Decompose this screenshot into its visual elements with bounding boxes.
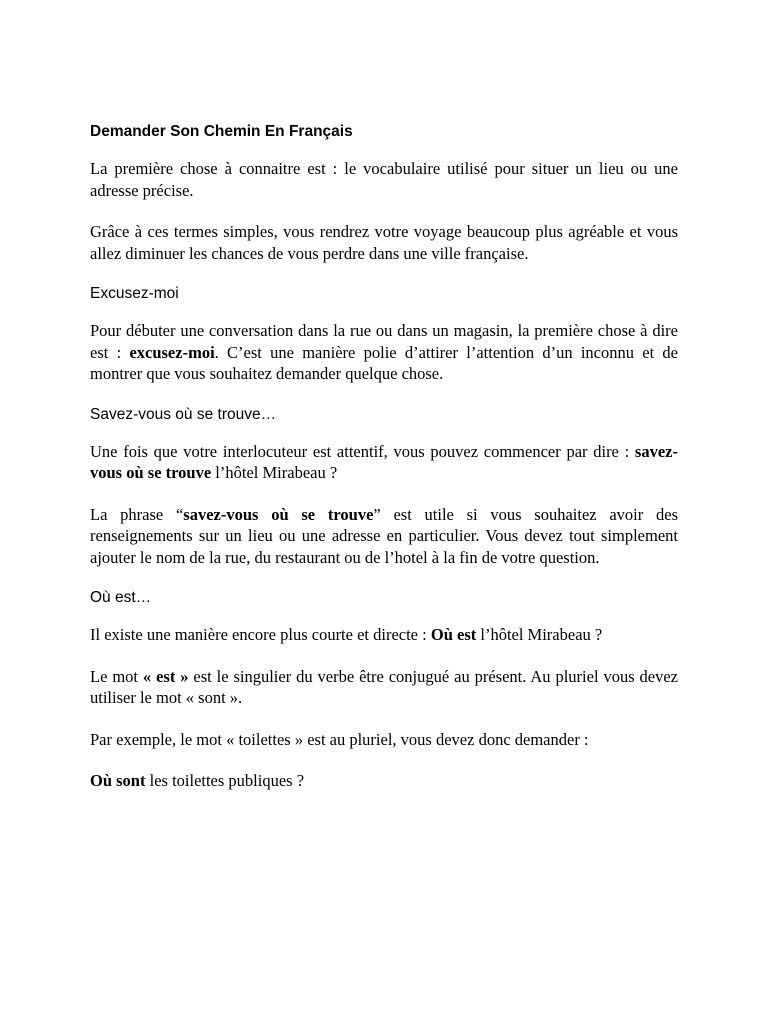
text-run: La phrase “ — [90, 504, 184, 524]
paragraph-benefits: Grâce à ces termes simples, vous rendrez votre voyage beaucoup plus agréable et vous allez diminuer les chances de vous perdre dans une ville française. — [90, 222, 678, 263]
bold-phrase: savez-vous où se trouve — [90, 441, 678, 482]
paragraph-ou-est — [90, 624, 678, 646]
paragraph-savez-vous-usage — [90, 504, 678, 569]
paragraph-excusez-moi — [90, 320, 678, 385]
bold-phrase: savez-vous où se trouve — [183, 504, 374, 524]
text-run: Le mot — [90, 666, 143, 686]
bold-phrase: Où sont — [90, 771, 146, 790]
text-run: Une fois que votre interlocuteur est attentif, vous pouvez commencer par dire : — [90, 441, 635, 461]
paragraph-singulier-pluriel — [90, 666, 678, 709]
text-run: l’hôtel Mirabeau ? — [476, 625, 603, 644]
bold-phrase: Où est — [430, 625, 477, 644]
text-run: l’hôtel Mirabeau ? — [211, 463, 338, 482]
paragraph-intro: La première chose à connaitre est : le vocabulaire utilisé pour situer un lieu ou une adresse précise. — [90, 159, 678, 200]
paragraph-question-toilettes — [90, 770, 678, 792]
text-run: Il existe une manière encore plus courte et directe : — [90, 625, 431, 644]
subheading-excusez-moi: Excusez-moi — [90, 285, 179, 302]
document-page — [90, 114, 678, 812]
text-run: Pour débuter une conversation dans la rue ou dans un magasin, la première chose à dire est : — [90, 321, 678, 362]
paragraph-savez-vous-example — [90, 441, 678, 484]
subheading-ou-est: Où est… — [90, 589, 152, 606]
paragraph-exemple: Par exemple, le mot « toilettes » est au pluriel, vous devez donc demander : — [90, 729, 589, 749]
document-title: Demander Son Chemin En Français — [90, 123, 353, 140]
text-run: les toilettes publiques ? — [145, 771, 305, 790]
text-run: ” est utile si vous souhaitez avoir des renseignements sur un lieu ou une adresse en particulier. Vous devez tout simplement ajouter le nom de la rue, du restaurant ou de l’hotel à la fin de votre question. — [90, 504, 678, 567]
bold-phrase: « est » — [142, 666, 189, 686]
subheading-savez-vous: Savez-vous où se trouve… — [90, 405, 277, 423]
text-run: est le singulier du verbe être conjugué au présent. Au pluriel vous devez utiliser le mot « sont ». — [90, 666, 679, 707]
bold-phrase: excusez-moi — [129, 342, 215, 362]
text-run: . C’est une manière polie d’attirer l’attention d’un inconnu et de montrer que vous souhaitez demander quelque chose. — [90, 342, 678, 383]
